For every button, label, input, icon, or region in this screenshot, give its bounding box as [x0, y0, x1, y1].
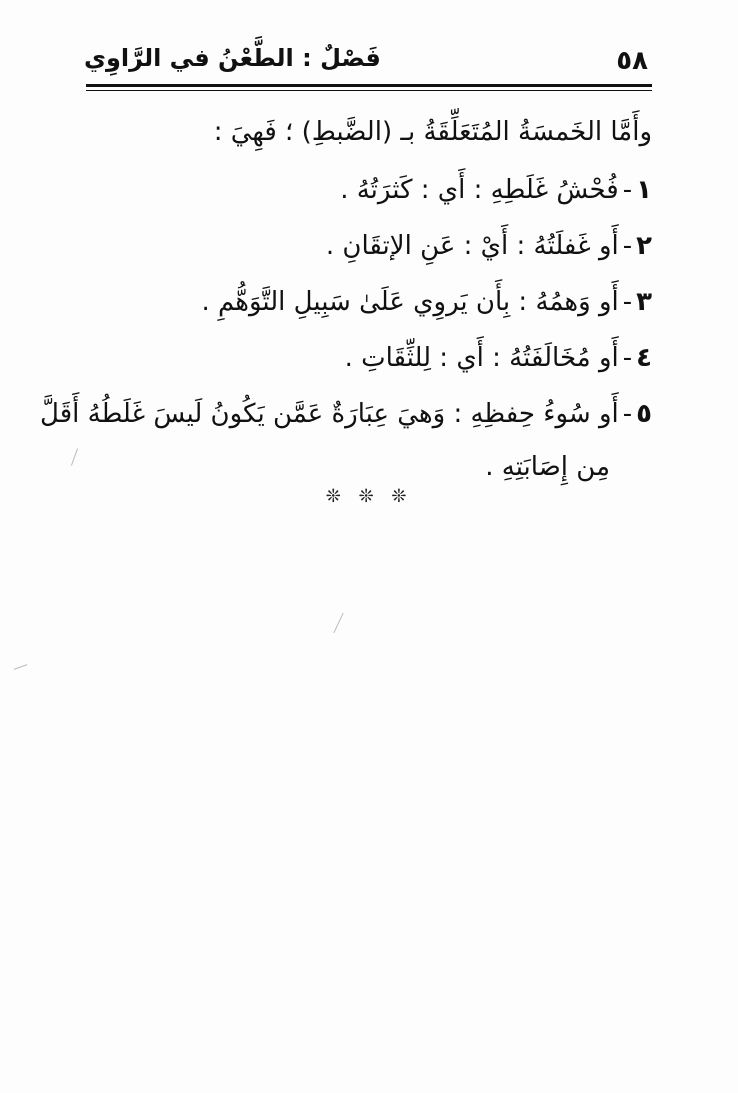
- item-continuation: مِن إِصَابَتِهِ .: [485, 452, 610, 482]
- item-text: فُحْشُ غَلَطِهِ : أَي : كَثرَتُهُ .: [340, 175, 619, 205]
- scan-speck: [71, 448, 78, 465]
- item-separator: -: [622, 343, 633, 373]
- list-item: [82, 162, 652, 218]
- section-separator: ❊ ❊ ❊: [325, 486, 413, 507]
- item-separator: -: [622, 231, 633, 261]
- page-header: [84, 40, 654, 84]
- item-text: أَو وَهمُهُ : بِأَن يَروِي عَلَىٰ سَبِيلِ التَّوَهُّمِ .: [201, 287, 619, 317]
- header-rule-thick: [86, 84, 652, 87]
- intro-line: وأَمَّا الخَمسَةُ المُتَعَلِّقَةُ بـ (الضَّبطِ) ؛ فَهِيَ :: [213, 117, 652, 147]
- header-rule-thin: [86, 90, 652, 91]
- item-number: ٣: [636, 287, 652, 317]
- item-first-line: [40, 386, 652, 442]
- list-item: [82, 218, 652, 274]
- page-number: ٥٨: [616, 46, 648, 76]
- item-separator: -: [622, 287, 633, 317]
- item-separator: -: [622, 399, 633, 429]
- item-number: ٤: [636, 343, 652, 373]
- item-text: أَو سُوءُ حِفظِهِ : وَهيَ عِبَارَةٌ عَمَّن يَكُونُ لَيسَ غَلَطُهُ أَقَلَّ: [40, 399, 619, 429]
- running-title: فَصْلٌ : الطَّعْنُ في الرَّاوِي: [84, 44, 381, 72]
- item-number: ٢: [636, 231, 652, 261]
- item-separator: -: [622, 175, 633, 205]
- scan-speck: [333, 613, 343, 633]
- item-text: أَو غَفلَتُهُ : أَيْ : عَنِ الإتقَانِ .: [325, 231, 619, 261]
- item-text: أَو مُخَالَفَتُهُ : أَي : لِلثِّقَاتِ .: [344, 343, 619, 373]
- item-number: ٥: [636, 399, 652, 429]
- item-number: ١: [636, 175, 652, 205]
- list-item: [82, 274, 652, 330]
- list-item: [82, 330, 652, 386]
- scan-speck: [14, 664, 27, 670]
- list-item: [40, 386, 652, 492]
- body-text: [40, 104, 652, 492]
